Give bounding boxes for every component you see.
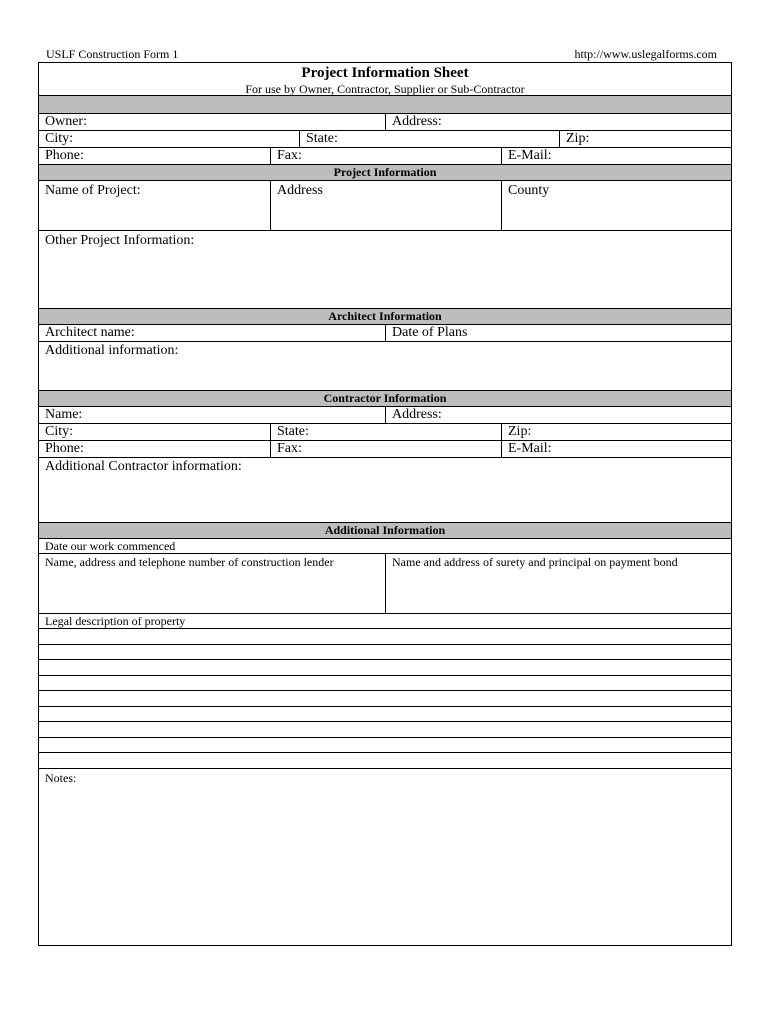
contractor-phone-label: Phone:: [45, 441, 84, 456]
contractor-phone-row: [39, 441, 731, 458]
header-url[interactable]: http://www.uslegalforms.com: [574, 47, 717, 61]
contractor-state-field[interactable]: [270, 424, 501, 440]
contractor-city-field[interactable]: [39, 424, 270, 440]
contractor-name-label: Name:: [45, 407, 83, 422]
date-commenced-field[interactable]: [39, 539, 731, 554]
owner-city-row: [39, 131, 731, 148]
owner-fax-label: Fax:: [277, 148, 302, 163]
architect-additional-field[interactable]: [39, 342, 731, 391]
other-project-info-field[interactable]: [39, 231, 731, 309]
contractor-name-field[interactable]: [39, 407, 385, 423]
project-address-label: Address: [277, 183, 323, 198]
contractor-fax-field[interactable]: [270, 441, 501, 457]
owner-email-label: E-Mail:: [508, 148, 552, 163]
project-name-label: Name of Project:: [45, 183, 141, 198]
legal-description-line[interactable]: [39, 691, 731, 707]
contractor-city-label: City:: [45, 424, 74, 439]
architect-row: [39, 325, 731, 342]
legal-description-field[interactable]: [39, 614, 731, 629]
legal-description-line[interactable]: [39, 707, 731, 723]
title-block: [39, 63, 731, 96]
contractor-phone-field[interactable]: [39, 441, 270, 457]
project-name-field[interactable]: [39, 181, 270, 230]
owner-phone-label: Phone:: [45, 148, 84, 163]
architect-name-label: Architect name:: [45, 325, 135, 340]
architect-additional-label: Additional information:: [45, 343, 179, 358]
owner-phone-row: [39, 148, 731, 165]
gray-band: [39, 96, 731, 114]
page-title: Project Information Sheet: [301, 65, 469, 81]
date-of-plans-field[interactable]: [385, 325, 731, 341]
contractor-fax-label: Fax:: [277, 441, 302, 456]
contractor-additional-field[interactable]: [39, 458, 731, 523]
project-address-field[interactable]: [270, 181, 501, 230]
notes-label: Notes:: [45, 771, 77, 785]
contractor-additional-label: Additional Contractor information:: [45, 459, 242, 474]
legal-description-label: Legal description of property: [45, 614, 186, 628]
legal-description-line[interactable]: [39, 676, 731, 692]
surety-field[interactable]: [385, 554, 731, 613]
contractor-info-heading: Contractor Information: [39, 391, 731, 407]
owner-row: [39, 114, 731, 131]
architect-name-field[interactable]: [39, 325, 385, 341]
contractor-email-label: E-Mail:: [508, 441, 552, 456]
contractor-email-field[interactable]: [501, 441, 731, 457]
page-subtitle: For use by Owner, Contractor, Supplier or Sub-Contractor: [245, 82, 525, 96]
project-info-heading: Project Information: [39, 165, 731, 181]
owner-state-label: State:: [306, 131, 338, 146]
lender-field[interactable]: [39, 554, 385, 613]
legal-description-line[interactable]: [39, 629, 731, 645]
project-county-field[interactable]: [501, 181, 731, 230]
contractor-city-row: [39, 424, 731, 441]
project-row: [39, 181, 731, 231]
contractor-state-label: State:: [277, 424, 309, 439]
legal-description-line[interactable]: [39, 753, 731, 769]
legal-description-line[interactable]: [39, 660, 731, 676]
owner-email-field[interactable]: [501, 148, 731, 164]
legal-description-line[interactable]: [39, 645, 731, 661]
architect-info-heading: Architect Information: [39, 309, 731, 325]
contractor-address-field[interactable]: [385, 407, 731, 423]
contractor-address-label: Address:: [392, 407, 442, 422]
owner-field[interactable]: [39, 114, 385, 130]
form-name: USLF Construction Form 1: [46, 47, 179, 61]
legal-description-line[interactable]: [39, 722, 731, 738]
contractor-zip-field[interactable]: [501, 424, 731, 440]
lender-surety-row: [39, 554, 731, 614]
project-information-form: [38, 62, 732, 946]
date-commenced-label: Date our work commenced: [45, 539, 176, 553]
surety-label: Name and address of surety and principal on payment bond: [392, 555, 678, 569]
owner-address-label: Address:: [392, 114, 442, 129]
owner-city-label: City:: [45, 131, 74, 146]
additional-info-heading: Additional Information: [39, 523, 731, 539]
owner-label: Owner:: [45, 114, 87, 129]
owner-state-field[interactable]: [299, 131, 559, 147]
project-county-label: County: [508, 183, 550, 198]
owner-city-field[interactable]: [39, 131, 299, 147]
owner-zip-label: Zip:: [566, 131, 590, 146]
owner-address-field[interactable]: [385, 114, 731, 130]
lender-label: Name, address and telephone number of construction lender: [45, 555, 334, 569]
owner-fax-field[interactable]: [270, 148, 501, 164]
owner-phone-field[interactable]: [39, 148, 270, 164]
contractor-name-row: [39, 407, 731, 424]
owner-zip-field[interactable]: [559, 131, 731, 147]
other-project-info-label: Other Project Information:: [45, 233, 195, 248]
contractor-zip-label: Zip:: [508, 424, 532, 439]
legal-description-line[interactable]: [39, 738, 731, 754]
notes-field[interactable]: [39, 769, 731, 945]
date-of-plans-label: Date of Plans: [392, 325, 468, 340]
